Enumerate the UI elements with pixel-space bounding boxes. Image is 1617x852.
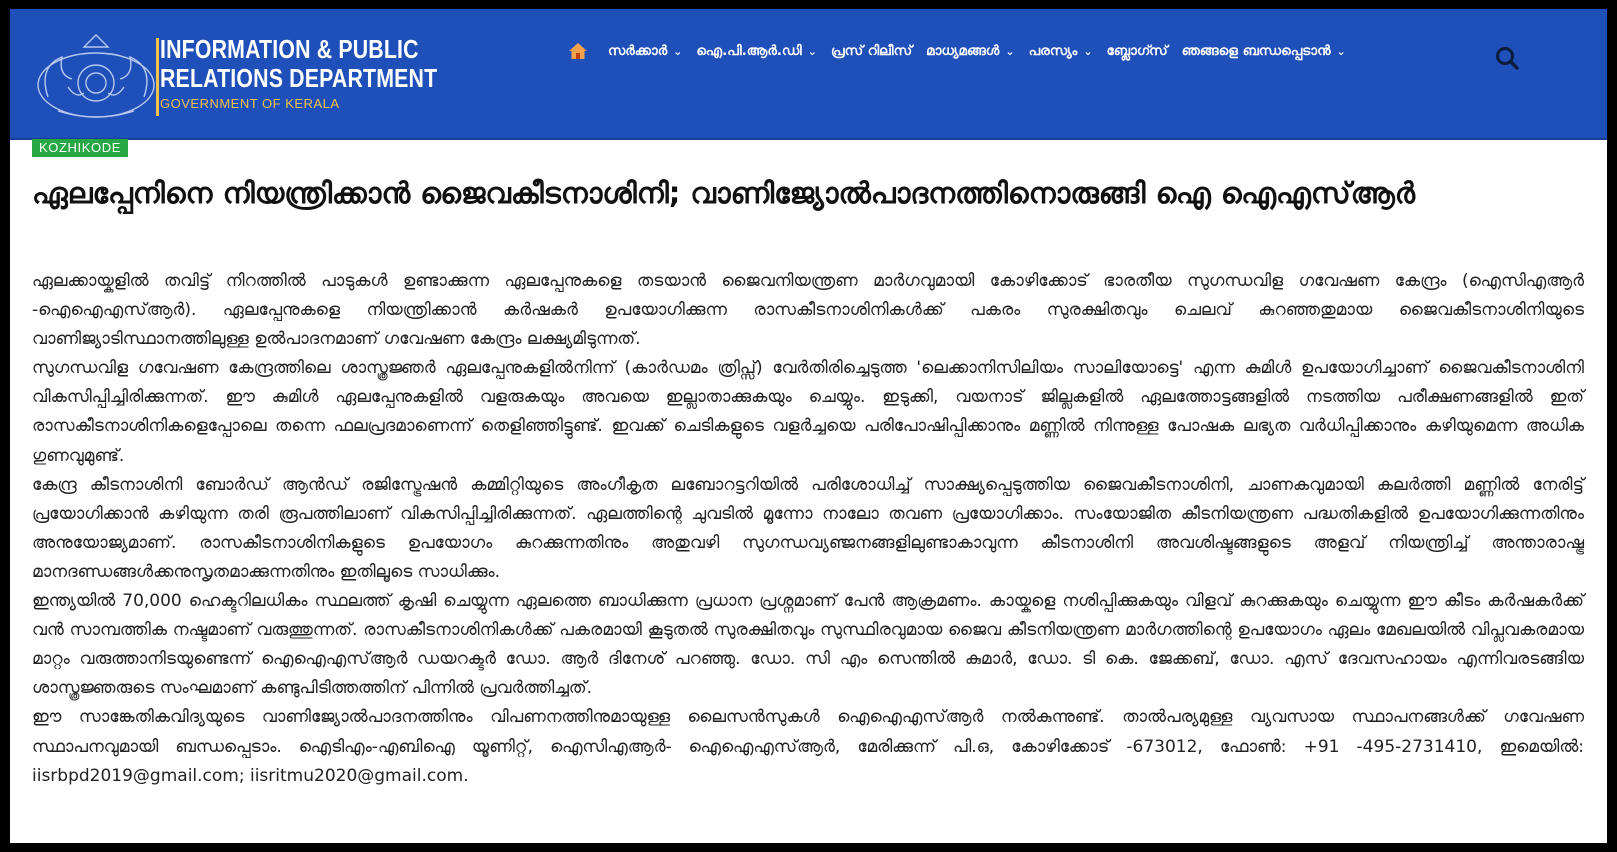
- nav-item-government[interactable]: [608, 43, 682, 59]
- chevron-down-icon: ⌄: [1083, 44, 1093, 58]
- article-paragraph: കേന്ദ്ര കീടനാശിനി ബോർഡ് ആൻഡ് രജിസ്ട്രേഷൻ കമ്മിറ്റിയുടെ അംഗീകൃത ലബോറട്ടറിയിൽ പരിശോധിച്ച് സാക്ഷ്യപ്പെടുത്തിയ ജൈവകീടനാശിനി, ചാണകവുമായി കലർത്തി മണ്ണിൽ നേരിട്ട് പ്രയോഗിക്കാൻ കഴിയുന്ന തരി രൂപത്തിലാണ് വികസിപ്പിച്ചിരിക്കുന്നത്. ഏലത്തിന്റെ ചുവടിൽ മൂന്നോ നാലോ തവണ പ്രയോഗിക്കാം. സംയോജിത കീടനിയന്ത്രണ പദ്ധതികളിൽ ഉപയോഗിക്കുന്നതിനും അനുയോജ്യമാണ്. രാസകീടനാശിനികളുടെ ഉപയോഗം കുറക്കുന്നതിനും അതുവഴി സുഗന്ധവ്യഞ്ജനങ്ങളിലുണ്ടാകാവുന്ന കീടനാശിനി അവശിഷ്ടങ്ങളുടെ അളവ് നിയന്ത്രിച്ച് അന്താരാഷ്ട്ര മാനദണ്ഡങ്ങൾക്കനുസൃതമാക്കുന്നതിനും ഇതിലൂടെ സാധിക്കും.: [32, 474, 1584, 582]
- kerala-emblem-icon[interactable]: [28, 27, 164, 123]
- article-paragraph: സുഗന്ധവിള ഗവേഷണ കേന്ദ്രത്തിലെ ശാസ്ത്രജ്ഞർ ഏലപ്പേനുകളിൽനിന്ന് (കാർഡമം ത്രിപ്സ്) വേർതിരിച്ചെടുത്ത 'ലെക്കാനിസിലിയം സാലിയോട്ടെ' എന്ന കുമിൾ ഉപയോഗിച്ചാണ് ജൈവകീടനാശിനി വികസിപ്പിച്ചിരിക്കുന്നത്. ഈ കുമിൾ ഏലപ്പേനുകളിൽ വളരുകയും അവയെ ഇല്ലാതാക്കുകയും ചെയ്യും. ഇടുക്കി, വയനാട് ജില്ലകളിൽ ഏലത്തോട്ടങ്ങളിൽ നടത്തിയ പരീക്ഷണങ്ങളിൽ ഇത് രാസകീടനാശിനികളെപ്പോലെ തന്നെ ഫലപ്രദമാണെന്ന് തെളിഞ്ഞിട്ടുണ്ട്. ഇവക്ക് ചെടികളുടെ വളർച്ചയെ പരിപോഷിപ്പിക്കാനും മണ്ണിൽ നിന്നുള്ള പോഷക ലഭ്യത വർധിപ്പിക്കാനും കഴിയുമെന്ന അധിക ഗുണവുമുണ്ട്.: [32, 358, 1584, 466]
- logo-title-line1: INFORMATION & PUBLIC: [160, 34, 419, 64]
- nav-item-blogs[interactable]: [1107, 43, 1168, 59]
- nav-item-press-release[interactable]: [831, 43, 912, 59]
- logo-subtitle: GOVERNMENT OF KERALA: [160, 96, 340, 111]
- nav-item-label: പ്രസ് റിലീസ്: [830, 43, 913, 59]
- nav-item-iprd[interactable]: [696, 43, 817, 59]
- page-frame: [10, 9, 1607, 843]
- chevron-down-icon: ⌄: [807, 44, 817, 58]
- chevron-down-icon: ⌄: [673, 44, 683, 58]
- chevron-down-icon: ⌄: [1336, 44, 1346, 58]
- nav-item-label: പരസ്യം: [1028, 43, 1078, 59]
- article-paragraph: ഏലക്കായ്കളിൽ തവിട്ട് നിറത്തിൽ പാടുകൾ ഉണ്ടാക്കുന്ന ഏലപ്പേനുകളെ തടയാൻ ജൈവനിയന്ത്രണ മാർഗവുമായി കോഴിക്കോട് ഭാരതീയ സുഗന്ധവിള ഗവേഷണ കേന്ദ്രം (ഐസിഎആർ -ഐഐഎസ്ആർ). ഏലപ്പേനുകളെ നിയന്ത്രിക്കാൻ കർഷകർ ഉപയോഗിക്കുന്ന രാസകീടനാശിനികൾക്ക് പകരം സുരക്ഷിതവും ചെലവ് കുറഞ്ഞതുമായ ജൈവകീടനാശിനിയുടെ വാണിജ്യാടിസ്ഥാനത്തിലുള്ള ഉൽപാദനമാണ് ഗവേഷണ കേന്ദ്രം ലക്ഷ്യമിടുന്നത്.: [32, 271, 1584, 350]
- logo-title-line2: RELATIONS DEPARTMENT: [160, 63, 438, 93]
- search-icon[interactable]: [1494, 45, 1520, 71]
- nav-item-advertisement[interactable]: [1029, 43, 1093, 59]
- nav-item-media[interactable]: [926, 43, 1014, 59]
- chevron-down-icon: ⌄: [1005, 44, 1015, 58]
- nav-item-label: മാധ്യമങ്ങൾ: [926, 43, 1000, 59]
- home-icon[interactable]: [568, 42, 588, 60]
- article-paragraph: ഈ സാങ്കേതികവിദ്യയുടെ വാണിജ്യോൽപാദനത്തിനും വിപണനത്തിനുമായുള്ള ലൈസൻസുകൾ ഐഐഎസ്ആർ നൽകുന്നുണ്ട്. താൽപര്യമുള്ള വ്യവസായ സ്ഥാപനങ്ങൾക്ക് ഗവേഷണ സ്ഥാപനവുമായി ബന്ധപ്പെടാം. ഐടിഎം-എബിഐ യൂണിറ്റ്, ഐസിഎആർ- ഐഐഎസ്ആർ, മേരിക്കുന്ന് പി.ഒ, കോഴിക്കോട് -673012, ഫോൺ: +91 -495-2731410, ഇമെയിൽ: iisrbpd2019@gmail.com; iisritmu2020@gmail.com.: [32, 707, 1584, 786]
- logo-divider: [156, 38, 159, 116]
- article-body: [32, 267, 1584, 791]
- nav-item-label: ബ്ലോഗ്സ്: [1106, 43, 1168, 59]
- nav-item-label: ഞങ്ങളെ ബന്ധപ്പെടാൻ: [1181, 43, 1331, 59]
- main-nav: [568, 42, 1360, 60]
- nav-item-contact[interactable]: [1182, 43, 1346, 59]
- article-paragraph: ഇന്ത്യയിൽ 70,000 ഹെക്ടറിലധികം സ്ഥലത്ത് കൃഷി ചെയ്യുന്ന ഏലത്തെ ബാധിക്കുന്ന പ്രധാന പ്രശ്നമാണ് പേൻ ആക്രമണം. കായ്കളെ നശിപ്പിക്കുകയും വിളവ് കുറക്കുകയും ചെയ്യുന്ന ഈ കീടം കർഷകർക്ക് വൻ സാമ്പത്തിക നഷ്ടമാണ് വരുത്തുന്നത്. രാസകീടനാശിനികൾക്ക് പകരമായി കൂടുതൽ സുരക്ഷിതവും സുസ്ഥിരവുമായ ജൈവ കീടനിയന്ത്രണ മാർഗത്തിന്റെ ഉപയോഗം ഏലം മേഖലയിൽ വിപ്ലവകരമായ മാറ്റം വരുത്താനിടയുണ്ടെന്ന് ഐഐഎസ്ആർ ഡയറക്ടർ ഡോ. ആർ ദിനേശ് പറഞ്ഞു. ഡോ. സി എം സെന്തിൽ കുമാർ, ഡോ. ടി കെ. ജേക്കബ്, ഡോ. എസ് ദേവസഹായം എന്നിവരടങ്ങിയ ശാസ്ത്രജ്ഞരുടെ സംഘമാണ് കണ്ടുപിടിത്തത്തിന് പിന്നിൽ പ്രവർത്തിച്ചത്.: [32, 591, 1584, 699]
- category-badge[interactable]: KOZHIKODE: [32, 139, 128, 157]
- article-title: ഏലപ്പേനിനെ നിയന്ത്രിക്കാൻ ജൈവകീടനാശിനി; വാണിജ്യോൽപാദനത്തിനൊരുങ്ങി ഐ ഐഎസ്ആർ: [32, 176, 1416, 210]
- site-logo[interactable]: [160, 35, 498, 111]
- nav-item-label: സർക്കാർ: [608, 43, 668, 59]
- site-header: [10, 9, 1607, 140]
- nav-item-label: ഐ.പി.ആർ.ഡി: [696, 43, 802, 59]
